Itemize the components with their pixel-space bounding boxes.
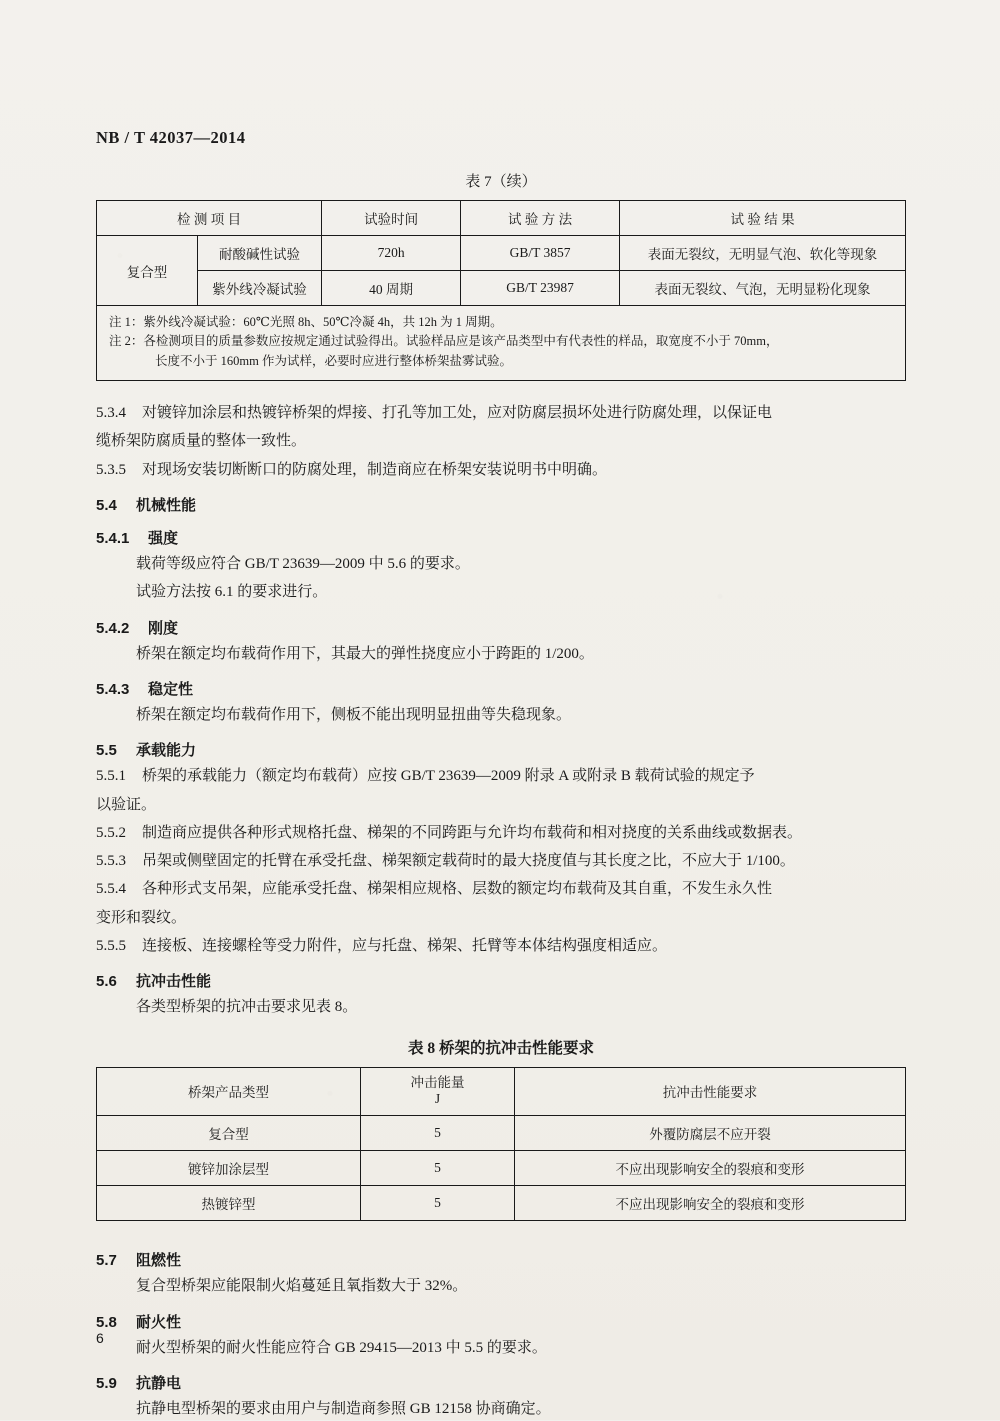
clause-5-5-2-num: 5.5.2 — [96, 824, 126, 841]
table7-row1-result: 表面无裂纹、气泡，无明显粉化现象 — [620, 271, 906, 306]
clause-5-3-5-text: 对现场安装切断断口的防腐处理，制造商应在桥架安装说明书中明确。 — [142, 461, 608, 478]
table7-caption: 表 7（续） — [465, 174, 537, 190]
clause-5-5-1-text: 桥架的承载能力（额定均布载荷）应按 GB/T 23639—2009 附录 A 或附录 B 载荷试验的规定予 — [142, 768, 755, 785]
clause-5-5-4-text: 各种形式支吊架，应能承受托盘、梯架相应规格、层数的额定均布载荷及其自重，不发生永久性 — [142, 881, 773, 898]
table8 — [96, 1067, 906, 1222]
table8-header-energy-unit: J — [434, 1091, 441, 1107]
table7-header-time: 试验时间 — [322, 201, 461, 236]
table-header-row — [97, 1067, 906, 1116]
clause-5-5-5-num: 5.5.5 — [96, 937, 126, 954]
section-5-6-heading — [96, 970, 906, 991]
section-5-4-3-num: 5.4.3 — [96, 680, 130, 698]
section-5-9-num: 5.9 — [96, 1374, 117, 1392]
clause-5-3-5-num: 5.3.5 — [96, 461, 126, 478]
section-5-4-heading — [96, 494, 906, 515]
section-5-8-para-1: 耐火型桥架的耐火性能应符合 GB 29415—2013 中 5.5 的要求。 — [136, 1339, 547, 1356]
clause-5-5-2 — [96, 821, 906, 845]
section-5-7-para-1: 复合型桥架应能限制火焰蔓延且氧指数大于 32%。 — [136, 1278, 468, 1295]
standard-code-header: NB / T 42037—2014 — [96, 128, 246, 147]
clause-5-5-1 — [96, 764, 906, 788]
section-5-4-3-para-1: 桥架在额定均布载荷作用下，侧板不能出现明显扭曲等失稳现象。 — [136, 706, 572, 723]
section-5-4-2-num: 5.4.2 — [96, 619, 130, 637]
table8-header-requirement: 抗冲击性能要求 — [515, 1067, 906, 1116]
table8-row0-energy: 5 — [361, 1116, 515, 1151]
clause-5-5-3-num: 5.5.3 — [96, 853, 126, 870]
table7-notes — [97, 306, 906, 381]
section-5-4-1-para-1: 载荷等级应符合 GB/T 23639—2009 中 5.6 的要求。 — [136, 556, 470, 573]
table7-row0-item: 耐酸碱性试验 — [198, 236, 322, 271]
table8-row2-product: 热镀锌型 — [97, 1186, 361, 1221]
table7-note-2-cont: 长度不小于 160mm 作为试样，必要时应进行整体桥架盐雾试验。 — [155, 353, 512, 368]
table7-note-1: 注 1：紫外线冷凝试验：60℃光照 8h、50℃冷凝 4h，共 12h 为 1 周期。 — [109, 315, 503, 329]
clause-5-5-2-text: 制造商应提供各种形式规格托盘、梯架的不同跨距与允许均布载荷和相对挠度的关系曲线或数据表。 — [142, 824, 803, 841]
table8-caption: 表 8 桥架的抗冲击性能要求 — [407, 1039, 594, 1057]
clause-5-3-4 — [96, 401, 906, 425]
section-5-4-2-para-1: 桥架在额定均布载荷作用下，其最大的弹性挠度应小于跨距的 1/200。 — [136, 645, 594, 662]
section-5-8-title: 耐火性 — [136, 1313, 182, 1331]
table8-row1-requirement: 不应出现影响安全的裂痕和变形 — [515, 1151, 906, 1186]
page-content — [96, 128, 906, 1421]
section-5-5-heading — [96, 739, 906, 760]
section-5-8-heading — [96, 1311, 906, 1332]
section-5-4-2-title: 刚度 — [148, 619, 179, 637]
section-5-4-num: 5.4 — [96, 497, 117, 515]
table7-row0-result: 表面无裂纹，无明显气泡、软化等现象 — [620, 236, 906, 271]
clause-5-5-5 — [96, 934, 906, 958]
section-5-4-3-title: 稳定性 — [148, 680, 194, 698]
table-row — [97, 236, 906, 271]
table-row — [97, 271, 906, 306]
section-5-5-num: 5.5 — [96, 742, 117, 760]
clause-5-3-4-cont: 缆桥架防腐质量的整体一致性。 — [96, 433, 307, 450]
section-5-4-2-heading — [96, 617, 906, 638]
section-5-6-para-1: 各类型桥架的抗冲击要求见表 8。 — [136, 999, 358, 1016]
clause-5-5-4 — [96, 877, 906, 901]
table8-header-energy-label: 冲击能量 — [410, 1074, 465, 1090]
table7-header-result: 试 验 结 果 — [620, 201, 906, 236]
table8-row0-requirement: 外覆防腐层不应开裂 — [515, 1116, 906, 1151]
table8-row1-product: 镀锌加涂层型 — [97, 1151, 361, 1186]
section-5-6-num: 5.6 — [96, 973, 117, 991]
table-row — [97, 1186, 906, 1221]
section-5-4-1-title: 强度 — [148, 530, 179, 548]
clause-5-5-3 — [96, 849, 906, 873]
clause-5-3-4-num: 5.3.4 — [96, 405, 126, 422]
clause-5-3-5 — [96, 458, 906, 482]
section-5-7-num: 5.7 — [96, 1252, 117, 1270]
clause-5-5-3-text: 吊架或侧壁固定的托臂在承受托盘、梯架额定载荷时的最大挠度值与其长度之比，不应大于 1/100。 — [142, 853, 795, 870]
table7-type-label: 复合型 — [97, 236, 198, 306]
section-5-4-3-heading — [96, 678, 906, 699]
clause-5-5-4-cont: 变形和裂纹。 — [96, 909, 187, 926]
table8-header-energy — [361, 1067, 515, 1116]
table7-header-item: 检 测 项 目 — [97, 201, 322, 236]
section-5-9-title: 抗静电 — [136, 1374, 182, 1392]
section-5-5-title: 承载能力 — [136, 742, 197, 760]
clause-5-5-4-num: 5.5.4 — [96, 881, 126, 898]
table7-note-2: 注 2：各检测项目的质量参数应按规定通过试验得出。试验样品应是该产品类型中有代表性的样品，取宽度不小于 70mm， — [109, 334, 779, 349]
section-5-4-title: 机械性能 — [136, 497, 197, 515]
clause-5-5-5-text: 连接板、连接螺栓等受力附件，应与托盘、梯架、托臂等本体结构强度相适应。 — [142, 937, 668, 954]
table7 — [96, 200, 906, 381]
section-5-4-1-num: 5.4.1 — [96, 530, 130, 548]
table8-row0-product: 复合型 — [97, 1116, 361, 1151]
table-row — [97, 1116, 906, 1151]
table7-row0-method: GB/T 3857 — [461, 236, 620, 271]
table8-row2-requirement: 不应出现影响安全的裂痕和变形 — [515, 1186, 906, 1221]
clause-5-3-4-text: 对镀锌加涂层和热镀锌桥架的焊接、打孔等加工处，应对防腐层损坏处进行防腐处理，以保证电 — [142, 405, 773, 422]
table7-row0-time: 720h — [322, 236, 461, 271]
section-5-9-para-1: 抗静电型桥架的要求由用户与制造商参照 GB 12158 协商确定。 — [136, 1400, 551, 1417]
table7-row1-item: 紫外线冷凝试验 — [198, 271, 322, 306]
section-5-7-heading — [96, 1249, 906, 1270]
table7-row1-time: 40 周期 — [322, 271, 461, 306]
clause-5-5-1-num: 5.5.1 — [96, 768, 126, 785]
section-5-7-title: 阻燃性 — [136, 1252, 182, 1270]
clause-5-5-1-cont: 以验证。 — [96, 796, 157, 813]
section-5-4-1-para-2: 试验方法按 6.1 的要求进行。 — [136, 584, 328, 601]
table7-header-method: 试 验 方 法 — [461, 201, 620, 236]
table-header-row — [97, 201, 906, 236]
table8-row1-energy: 5 — [361, 1151, 515, 1186]
section-5-9-heading — [96, 1372, 906, 1393]
section-5-4-1-heading — [96, 527, 906, 548]
table8-row2-energy: 5 — [361, 1186, 515, 1221]
table7-notes-row — [97, 306, 906, 381]
table8-header-product: 桥架产品类型 — [97, 1067, 361, 1116]
section-5-8-num: 5.8 — [96, 1313, 117, 1331]
table7-row1-method: GB/T 23987 — [461, 271, 620, 306]
table-row — [97, 1151, 906, 1186]
page-number: 6 — [96, 1330, 104, 1346]
section-5-6-title: 抗冲击性能 — [136, 973, 212, 991]
